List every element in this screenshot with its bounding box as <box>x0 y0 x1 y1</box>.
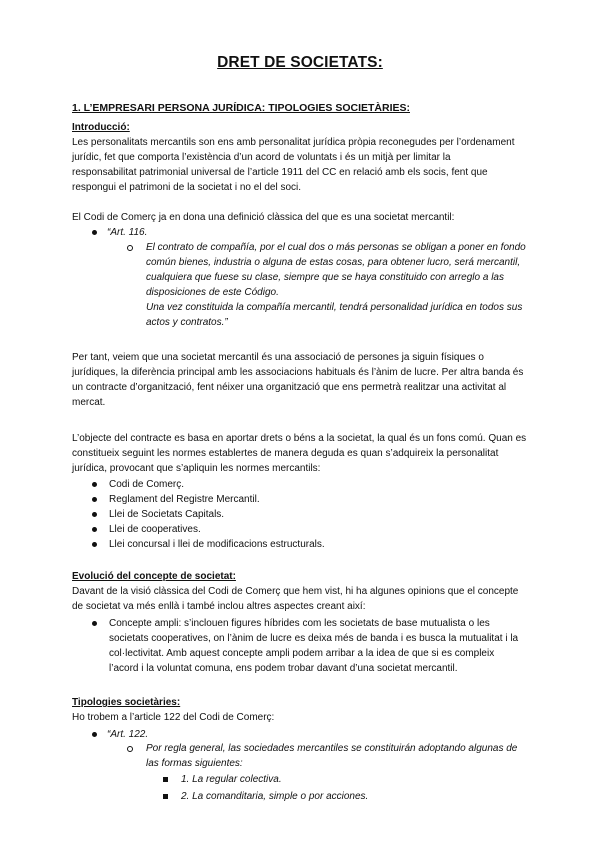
art122-quote <box>146 741 528 771</box>
norm-item: Llei de cooperatives. <box>109 524 201 535</box>
hollow-bullet-icon <box>127 245 133 251</box>
objecte-line: jurídica, provocant que s’apliquin les normes mercantils: <box>72 463 321 474</box>
art122-label: “Art. 122. <box>107 729 149 740</box>
evolucio-paragraph <box>72 584 528 614</box>
tipologies-heading: Tipologies societàries: <box>72 697 181 708</box>
bullet-dot-icon <box>92 732 97 737</box>
hollow-bullet-icon <box>127 746 133 752</box>
norm-item: Llei concursal i llei de modificacions estructurals. <box>109 539 325 550</box>
art122-item: 2. La comanditaria, simple o por acciones. <box>181 791 369 802</box>
art116-line: Una vez constituida la compañía mercantil, tendrá personalidad jurídica en todos sus <box>146 302 523 313</box>
norm-item: Reglament del Registre Mercantil. <box>109 494 260 505</box>
art116-line: común bienes, industria o alguna de estas cosas, para obtener lucro, será mercantil, <box>146 257 521 268</box>
intro-line: respongui el patrimoni de la societat i no el del soci. <box>72 182 302 193</box>
norm-item: Llei de Societats Capitals. <box>109 509 225 520</box>
pertant-line: un contracte d’organització, fent néixer una organització que ens permetrà realitzar una activitat al <box>72 382 507 393</box>
pertant-line: jurídiques, la diferència principal amb les associacions habituals és l’ànim de lucre. Per altra banda és <box>72 367 524 378</box>
bullet-dot-icon <box>92 542 97 547</box>
evolucio-heading: Evolució del concepte de societat: <box>72 571 236 582</box>
ampli-line: l’acord i la voluntat comuna, ens podem trobar davant d’una societat mercantil. <box>109 663 458 674</box>
bullet-dot-icon <box>92 621 97 626</box>
section-heading: 1. L’EMPRESARI PERSONA JURÍDICA: TIPOLOGIES SOCIETÀRIES: <box>72 102 410 114</box>
art116-line: cualquiera que fuese su clase, siempre que se haya constituido con arreglo a las <box>146 272 504 283</box>
evolucio-line: de societat va més enllà i també inclou altres aspectes creant així: <box>72 601 366 612</box>
art116-line: actos y contratos.” <box>146 317 228 328</box>
objecte-line: constitueix seguint les normes establertes de manera deguda es quan s’adquireix la personalitat <box>72 448 499 459</box>
intro-heading: Introducció: <box>72 122 130 133</box>
ampli-line: societats cooperatives, on l’ànim de lucre es deixa més de banda i es busca la mutualitat i la <box>109 633 519 644</box>
evolucio-line: Davant de la visió clàssica del Codi de Comerç que hem vist, hi ha algunes opinions que el concepte <box>72 586 519 597</box>
bullet-dot-icon <box>92 482 97 487</box>
page-title: DRET DE SOCIETATS: <box>217 54 383 71</box>
square-bullet-icon <box>163 777 168 782</box>
intro-line: jurídic, fet que comporta l’existència d’un acord de voluntats i és un mitjà per limitar la <box>72 152 451 163</box>
pertant-line: Per tant, veiem que una societat mercantil és una associació de persones ja siguin físiques o <box>72 352 484 363</box>
art122-item: 1. La regular colectiva. <box>181 774 282 785</box>
art122-line: las formas siguientes: <box>146 758 243 769</box>
intro-line: responsabilitat patrimonial universal de l’article 1911 del CC en relació amb els socis, fent que <box>72 167 488 178</box>
square-bullet-icon <box>163 794 168 799</box>
intro-paragraph <box>72 135 528 195</box>
intro-line: Les personalitats mercantils son ens amb personalitat jurídica pròpia reconegudes per l’ordenament <box>72 137 515 148</box>
bullet-dot-icon <box>92 527 97 532</box>
objecte-line: L’objecte del contracte es basa en aportar drets o béns a la societat, la qual és un fons comú. Quan es <box>72 433 527 444</box>
art116-line: El contrato de compañía, por el cual dos o más personas se obligan a poner en fondo <box>146 242 526 253</box>
pertant-paragraph <box>72 350 528 410</box>
codi-intro: El Codi de Comerç ja en dona una definició clàssica del que es una societat mercantil: <box>72 212 455 223</box>
ampli-line: Concepte ampli: s’inclouen figures híbrides com les societats de base mutualista o les <box>109 618 490 629</box>
pertant-line: mercat. <box>72 397 106 408</box>
art116-quote <box>146 240 528 330</box>
art116-line: disposiciones de este Código. <box>146 287 279 298</box>
bullet-dot-icon <box>92 512 97 517</box>
norm-item: Codi de Comerç. <box>109 479 185 490</box>
objecte-paragraph <box>72 431 528 476</box>
art116-label: “Art. 116. <box>107 227 148 238</box>
bullet-dot-icon <box>92 230 97 235</box>
bullet-dot-icon <box>92 497 97 502</box>
ampli-line: col·lectivitat. Amb aquest concepte ampli podem arribar a la idea de que si es compleix <box>109 648 495 659</box>
art122-line: Por regla general, las sociedades mercantiles se constituirán adoptando algunas de <box>146 743 518 754</box>
ampli-paragraph <box>109 616 528 676</box>
tipologies-intro: Ho trobem a l’article 122 del Codi de Comerç: <box>72 712 275 723</box>
